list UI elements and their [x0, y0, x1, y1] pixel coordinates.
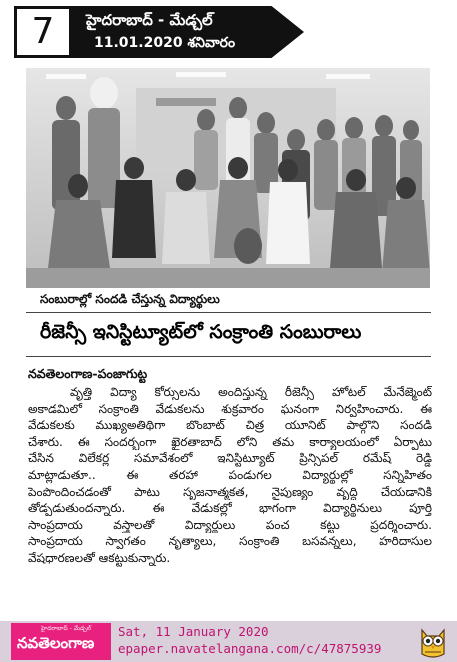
photo-caption: సంబురాల్లో సందడి చేస్తున్న విద్యార్థులు	[40, 292, 220, 306]
body-line: వేషధారణలతో ఆకట్టుకున్నారు.	[28, 550, 171, 565]
logo-tagline: హైదరాబాద్ - మేడ్చల్	[41, 625, 91, 632]
edition-name: హైదరాబాద్ - మేడ్చల్	[86, 11, 213, 29]
body-line: అకాడమిలో సంక్రాంతి వేడుకలను శుక్రవారం ఘనంగా నిర్వహించారు. ఈ	[28, 401, 432, 416]
body-line: సాంప్రదాయ వస్త్రాలతో విద్యార్థులు పంచ కట్టు ప్రదర్శించారు.	[28, 517, 432, 532]
body-line: వేడుకలకు ముఖ్యఅతిథిగా బొంబాట్ చిత్ర యూనిట్ పాల్గొని సందడి	[28, 418, 432, 433]
navatelangana-logo[interactable]	[11, 623, 111, 660]
body-line: మాట్లాడుతూ.. ఈ తరహా పండుగల విద్యార్థుల్లో సన్నిహితం	[28, 467, 432, 482]
body-line: తోడ్పడుతుందన్నారు. ఈ వేడుకల్లో భాగంగా విద్యార్థినులు పూర్తి	[28, 501, 432, 516]
epaper-footer	[0, 621, 457, 662]
body-line: చేశారు. ఈ సందర్భంగా ఖైరతాబాద్ లోని తమ కార్యాలయంలో ఏర్పాటు	[28, 434, 432, 449]
issue-date: 11.01.2020 శనివారం	[94, 35, 236, 51]
body-line: చేసిన విలేకర్ల సమావేశంలో ఇనిస్టిట్యూట్ ప్రిన్సిపల్ రమేష్ రెడ్డి	[28, 451, 432, 466]
body-line: సాంప్రదాయ స్వాగతం నృత్యాలు, సంక్రాంతి బసవన్నలు, హరిదాసుల	[28, 534, 432, 549]
body-line: పెంపొందించడంతో పాటు సృజనాత్మకత, నైపుణ్యం వృద్ధి చేయడానికి	[28, 484, 432, 499]
article-dateline: నవతెలంగాణ-పంజాగుట్ట	[28, 366, 148, 381]
divider-top	[26, 312, 431, 313]
article-body	[28, 384, 432, 567]
page-number: 7	[14, 6, 72, 58]
article-headline: రీజెన్సీ ఇనిస్టిట్యూట్‌లో సంక్రాంతి సంబురాలు	[40, 321, 362, 343]
page-header	[14, 6, 304, 58]
footer-date: Sat, 11 January 2020	[118, 624, 269, 639]
body-line: వృత్తి విద్యా కోర్సులను అందిస్తున్న రీజెన్సీ హోటల్ మేనేజ్మెంట్	[70, 385, 432, 399]
divider-bottom	[26, 356, 431, 357]
footer-url-link[interactable]: epaper.navatelangana.com/c/47875939	[118, 641, 382, 656]
owl-mascot-icon	[418, 624, 448, 662]
logo-text: నవతెలంగాణ	[17, 634, 95, 652]
news-photo	[26, 68, 430, 288]
